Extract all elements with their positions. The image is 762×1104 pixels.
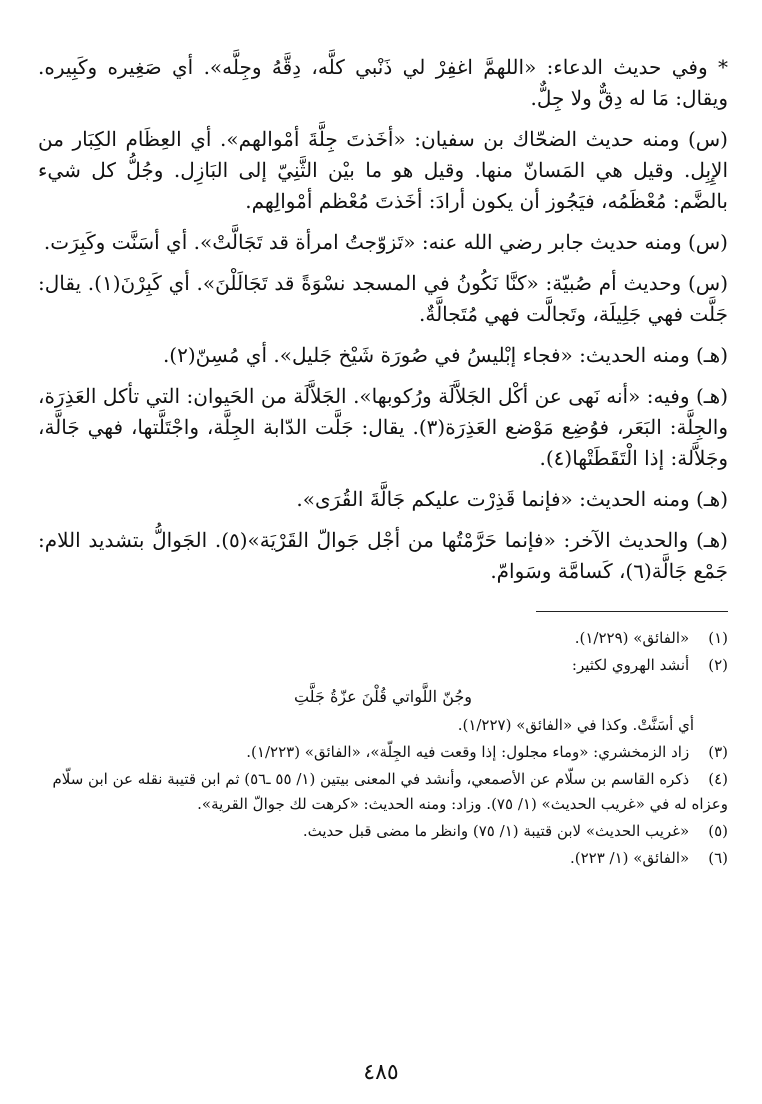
footnote-6 bbox=[38, 846, 728, 871]
footnote-text: «الفائق» (١/ ٢٢٣). bbox=[569, 849, 690, 867]
footnotes bbox=[38, 626, 728, 871]
document-page bbox=[38, 52, 728, 1082]
footnote-number: (٥) bbox=[708, 822, 728, 840]
footnote-text: ذكره القاسم بن سلّام عن الأصمعي، وأنشد في المعنى بيتين (١/ ٥٥ ـ٥٦) ثم ابن قتيبة نقله عن ابن سلّام وعزاه له في «غريب الحديث» (١/ ٧٥). وزاد: ومنه الحديث: «كرهت لك جوالّ القرية». bbox=[52, 770, 728, 813]
footnote-text: أنشد الهروي لكثير: bbox=[571, 656, 690, 674]
footnote-5 bbox=[38, 819, 728, 844]
footnote-number: (٢) bbox=[708, 656, 728, 674]
footnote-2-continuation: أي أسَنَّتْ. وكذا في «الفائق» (١/٢٢٧). bbox=[457, 716, 694, 734]
footnote-1 bbox=[38, 626, 728, 651]
footnote-text: «الفائق» (١/٢٢٩). bbox=[574, 629, 690, 647]
footnote-text: «غريب الحديث» لابن قتيبة (١/ ٧٥) وانظر ما مضى قبل حديث. bbox=[302, 822, 690, 840]
footnote-number: (٤) bbox=[708, 770, 728, 788]
paragraph-umm-subayya-hadith: (س) وحديث أم صُبيّة: «كنَّا نَكُونُ في المسجد نسْوَةً قد تَجَالَلْنَ». أي كَبِرْنَ(١). يقال: جَلَّت فهي جَلِيلَة، وتَجالَّت فهي مُتَجالَّةٌ. bbox=[38, 271, 728, 326]
page-number: ٤٨٥ bbox=[363, 1060, 399, 1085]
footnote-number: (٦) bbox=[708, 849, 728, 867]
footnote-4 bbox=[38, 767, 728, 817]
paragraph-dahhak-hadith: (س) ومنه حديث الضحّاك بن سفيان: «أخَذتَ جِلَّةَ أمْوالهم». أي العِظَام الكِبَار من الإِبِل. وقيل هي المَسانّ منها. وقيل هو ما بيْن الثَّنِيّ إلى البَازِل. وجُلُّ كل شيء بالضَّم: مُعْظَمُه، فيَجُوز أن يكون أرادَ: أخَذتَ مُعْظم أمْوالِهم. bbox=[38, 127, 728, 213]
footnote-3 bbox=[38, 740, 728, 765]
paragraph-jalla-qura-hadith: (هـ) ومنه الحديث: «فإنما قَذِرْت عليكم جَالَّةَ القُرَى». bbox=[296, 487, 728, 511]
paragraph-jallala-hadith: (هـ) وفيه: «أنه نَهى عن أكْل الجَلاَّلَة ورُكوبها». الجَلاَّلَة من الحَيوان: التي تأكل العَذِرَة، والجِلَّة: البَعَر، فوُضِع مَوْضع العَذِرَة(٣). يقال: جَلَّت الدّابة الجِلَّة، واجْتَلَّتها، فهي جَالَّة، وجَلاَّلة: إذا الْتَقَطَتْها(٤). bbox=[38, 384, 729, 470]
footnote-number: (٣) bbox=[708, 743, 728, 761]
paragraph-jawall-hadith: (هـ) والحديث الآخر: «فإنما حَرَّمْتُها من أجْل جَوالّ القَرْيَة»(٥). الجَوالُّ بتشديد اللام: جَمْع جَالَّة(٦)، كَسامَّة وسَوامّ. bbox=[38, 528, 728, 583]
footnote-text: زاد الزمخشري: «وماء مجلول: إذا وقعت فيه الجِلّة»، «الفائق» (١/٢٢٣). bbox=[246, 743, 690, 761]
footnote-2 bbox=[38, 653, 728, 678]
paragraph-iblis-hadith: (هـ) ومنه الحديث: «فجاء إبْليسُ في صُورَة شَيْخ جَليل». أي مُسِنّ(٢). bbox=[162, 343, 728, 367]
footnote-number: (١) bbox=[708, 629, 728, 647]
footnote-divider bbox=[536, 611, 728, 612]
paragraph-dua-hadith: * وفي حديث الدعاء: «اللهمَّ اغفِرْ لي ذَنْبي كلَّه، دِقَّهُ وجِلَّه». أي صَغِيره وكَبِيره. ويقال: مَا له دِقٌّ ولا جِلٌّ. bbox=[38, 55, 729, 110]
footnote-verse: وجُنّ اللَّواتي قُلْنَ عزّةُ جَلَّتِ bbox=[293, 687, 473, 706]
paragraph-jabir-hadith: (س) ومنه حديث جابر رضي الله عنه: «تَزوّجتُ امرأة قد تَجَالَّتْ». أي أسَنَّت وكَبِرَت. bbox=[43, 230, 728, 254]
body-text bbox=[38, 52, 728, 587]
